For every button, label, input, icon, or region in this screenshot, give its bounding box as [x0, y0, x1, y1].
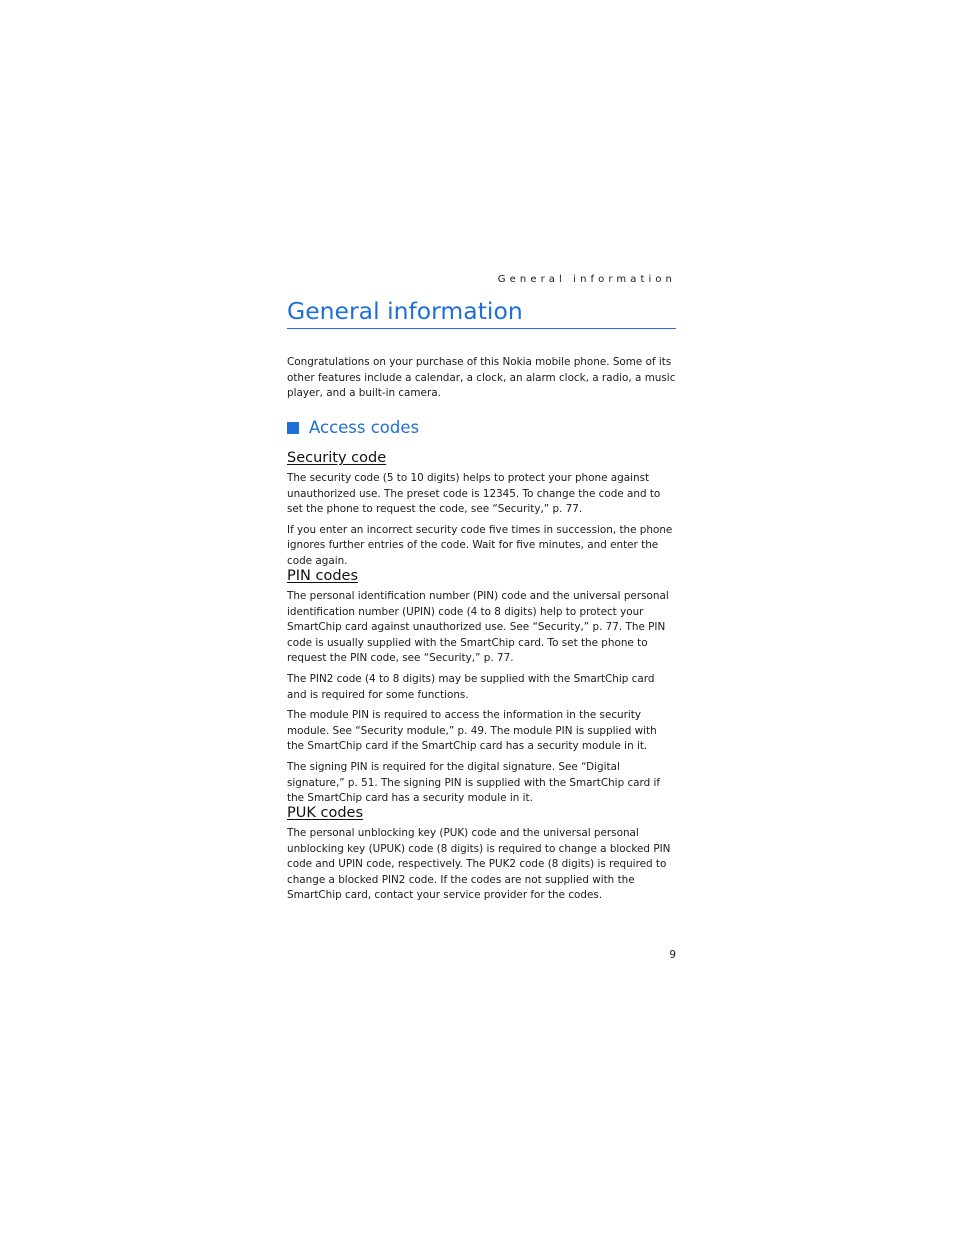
- intro-paragraph: Congratulations on your purchase of this Nokia mobile phone. Some of its other features include a calendar, a clock, an alarm clock, a radio, a music player, and a built-in camera.: [287, 356, 676, 400]
- pin-codes-title: PIN codes: [287, 568, 358, 584]
- chapter-title: General information: [287, 296, 676, 329]
- pin-codes-paragraph: The PIN2 code (4 to 8 digits) may be supplied with the SmartChip card and is required for some functions.: [287, 672, 655, 701]
- puk-codes-paragraph: The personal unblocking key (PUK) code and the universal personal unblocking key (UPUK) code (8 digits) is required to change a blocked PIN code and UPIN code, respectively. The PUK2 code (8 digits) is required to change a blocked PIN2 code. If the codes are not supplied with the SmartChip card, contact your service provider for the codes.: [287, 827, 671, 902]
- square-bullet-icon: [287, 422, 299, 434]
- pin-codes-paragraph: The personal identification number (PIN) code and the universal personal identification number (UPIN) code (4 to 8 digits) help to protect your SmartChip card against unauthorized use. See “Security,” p. 77. The PIN code is usually supplied with the SmartChip card. To set the phone to request the PIN code, see “Security,” p. 77.: [287, 590, 669, 665]
- security-code-title: Security code: [287, 450, 387, 466]
- security-code-paragraph: If you enter an incorrect security code five times in succession, the phone ignores further entries of the code. Wait for five minutes, and enter the code again.: [287, 523, 673, 567]
- page-number: 9: [669, 949, 676, 961]
- puk-codes-section: [287, 803, 676, 904]
- security-code-section: [287, 448, 676, 570]
- pin-codes-paragraph: The module PIN is required to access the information in the security module. See “Security module,” p. 49. The module PIN is supplied with the SmartChip card if the SmartChip card has a security module in it.: [287, 709, 657, 753]
- pin-codes-section: [287, 566, 676, 807]
- pin-codes-paragraph: The signing PIN is required for the digital signature. See “Digital signature,” p. 51. The signing PIN is supplied with the SmartChip card if the SmartChip card has a security module in it.: [287, 760, 661, 805]
- intro-block: [287, 355, 676, 402]
- running-header: General information: [497, 274, 676, 285]
- security-code-paragraph: The security code (5 to 10 digits) helps to protect your phone against unauthorized use. The preset code is 12345. To change the code and to set the phone to request the code, see “Security,” p. 77.: [287, 472, 661, 516]
- section-title-access-codes: [287, 417, 419, 439]
- section-title-label: Access codes: [309, 418, 420, 437]
- puk-codes-title: PUK codes: [287, 805, 363, 821]
